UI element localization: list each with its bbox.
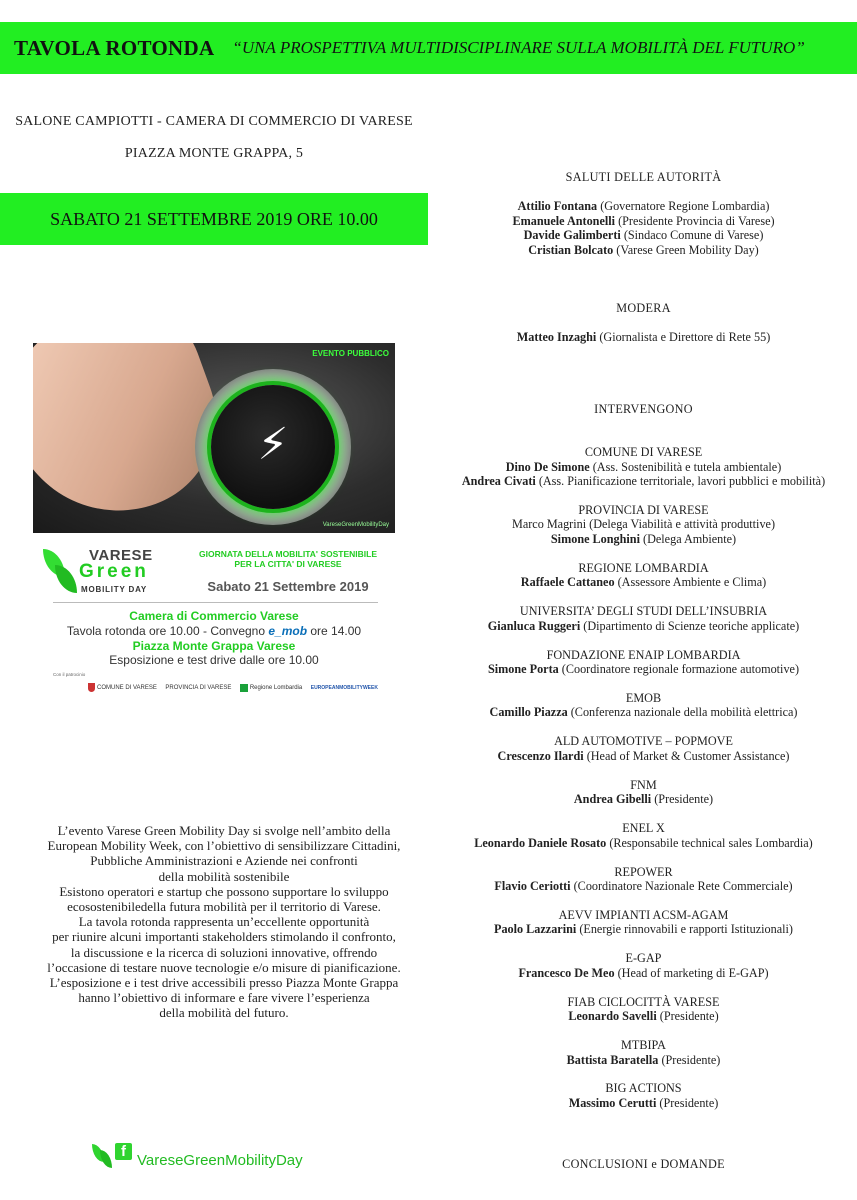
- description-line: European Mobility Week, con l’obiettivo di sensibilizzare Cittadini,: [47, 838, 401, 854]
- description-line: hanno l’obiettivo di informare e fare vivere l’esperienza: [78, 990, 370, 1006]
- charge-button-core: [211, 385, 335, 509]
- ev-plug-icon: ⚡: [257, 419, 289, 470]
- logo-green-text: Green: [79, 561, 149, 582]
- speaker-role: (Presidente): [656, 1009, 719, 1024]
- speaker-line: [430, 1096, 857, 1111]
- speaker-name: Leonardo Savelli: [568, 1009, 657, 1024]
- organization-group: [430, 445, 857, 489]
- speaker-line: [430, 199, 857, 214]
- event-description: [8, 823, 440, 1021]
- speaker-line: [430, 619, 857, 634]
- organization-name: ALD AUTOMOTIVE – POPMOVE: [554, 734, 733, 749]
- speaker-name: Camillo Piazza: [489, 705, 568, 720]
- speaker-role: (Coordinatore regionale formazione automotive): [558, 662, 800, 677]
- organization-group: [430, 734, 857, 763]
- charge-button-image: [195, 369, 351, 525]
- venue-name: SALONE CAMPIOTTI - CAMERA DI COMMERCIO DI VARESE: [15, 114, 413, 129]
- speaker-role: (Presidente): [651, 792, 714, 807]
- description-line: per riunire alcuni importanti stakeholders stimolando il confronto,: [52, 929, 396, 945]
- speaker-name: Crescenzo Ilardi: [497, 748, 584, 763]
- poster-schedule-a: Tavola rotonda ore 10.00 - Convegno: [66, 624, 269, 638]
- venue-address: PIAZZA MONTE GRAPPA, 5: [124, 146, 304, 161]
- poster-photo: [33, 343, 395, 533]
- organization-group: [430, 1038, 857, 1067]
- speakers-list: [430, 445, 857, 1125]
- speaker-role: (Delega Ambiente): [639, 531, 737, 546]
- poster-date: Sabato 21 Settembre 2019: [207, 579, 369, 594]
- event-poster: [33, 343, 395, 708]
- giornata-line1: GIORNATA DELLA MOBILITA' SOSTENIBILE: [199, 549, 377, 559]
- speaker-line: [430, 1009, 857, 1024]
- regione-logo-icon: [240, 684, 248, 692]
- speaker-line: [430, 836, 857, 851]
- moderator: [430, 330, 857, 345]
- poster-divider: [53, 602, 378, 603]
- organization-name: COMUNE DI VARESE: [584, 445, 703, 459]
- saluti-heading: SALUTI DELLE AUTORITÀ: [565, 170, 722, 184]
- poster-social-tag: VareseGreenMobilityDay: [322, 522, 389, 528]
- speaker-name: Gianluca Ruggeri: [487, 618, 581, 633]
- description-line: L’esposizione e i test drive accessibili presso Piazza Monte Grappa: [49, 975, 399, 991]
- sponsor-logos: [88, 683, 378, 692]
- organization-name: REGIONE LOMBARDIA: [578, 560, 709, 575]
- speaker-role: (Varese Green Mobility Day): [613, 242, 759, 257]
- facebook-handle[interactable]: VareseGreenMobilityDay: [137, 1152, 303, 1169]
- sponsor-regione: Regione Lombardia: [240, 684, 302, 692]
- speaker-role: (Presidente): [658, 1052, 721, 1067]
- organization-group: [430, 648, 857, 677]
- giornata-line2: PER LA CITTA' DI VARESE: [234, 559, 342, 569]
- logo-mobility-text: MOBILITY DAY: [81, 585, 148, 594]
- poster-location-2: Piazza Monte Grappa Varese: [132, 639, 296, 653]
- description-line: della mobilità del futuro.: [159, 1005, 289, 1021]
- logo-varese-text: VARESE: [89, 547, 153, 564]
- description-line: La tavola rotonda rappresenta un’eccellente opportunità: [78, 914, 370, 930]
- organization-name: EMOB: [625, 690, 662, 705]
- speaker-name: Attilio Fontana: [517, 199, 598, 213]
- speaker-role: (Head of Market & Customer Assistance): [583, 748, 790, 763]
- sponsor-emw: EUROPEANMOBILITYWEEK: [310, 684, 378, 691]
- speaker-name: Andrea Civati: [461, 474, 536, 488]
- speaker-line: [430, 517, 857, 532]
- organization-name: PROVINCIA DI VARESE: [578, 502, 709, 517]
- speaker-line: [430, 966, 857, 981]
- speaker-line: [430, 214, 857, 229]
- description-line: L’evento Varese Green Mobility Day si svolge nell’ambito della: [57, 823, 391, 838]
- speaker-name: Simone Porta: [487, 662, 559, 677]
- evento-pubblico-tag: EVENTO PUBBLICO: [312, 349, 389, 358]
- title-banner: [0, 22, 857, 74]
- speaker-line: [430, 922, 857, 937]
- organization-name: REPOWER: [614, 864, 673, 879]
- speaker-name: Battista Baratella: [566, 1052, 659, 1067]
- speaker-role: (Ass. Pianificazione territoriale, lavori pubblici e mobilità): [535, 474, 826, 488]
- organization-group: [430, 951, 857, 980]
- organization-group: [430, 778, 857, 807]
- organization-name: MTBIPA: [621, 1038, 666, 1053]
- event-date: SABATO 21 SETTEMBRE 2019 ORE 10.00: [0, 193, 428, 245]
- speaker-line: [430, 792, 857, 807]
- sponsor-comune: COMUNE DI VARESE: [88, 683, 157, 692]
- sponsor-provincia: PROVINCIA DI VARESE: [165, 684, 232, 691]
- organization-name: ENEL X: [622, 821, 665, 836]
- speaker-line: [430, 228, 857, 243]
- speaker-line: [430, 243, 857, 258]
- speaker-line: [430, 575, 857, 590]
- description-line: Esistono operatori e startup che possono supportare lo sviluppo: [59, 883, 389, 899]
- organization-group: [430, 821, 857, 850]
- speaker-name: Massimo Cerutti: [568, 1095, 657, 1110]
- poster-location-1: Camera di Commercio Varese: [129, 609, 299, 623]
- poster-schedule: [33, 624, 395, 638]
- moderator-role: (Giornalista e Direttore di Rete 55): [596, 330, 771, 344]
- speaker-role: (Ass. Sostenibilità e tutela ambientale): [589, 459, 782, 474]
- speaker-role: (Responsabile technical sales Lombardia): [606, 835, 813, 850]
- organization-group: [430, 865, 857, 894]
- organization-name: FNM: [630, 777, 657, 792]
- organization-group: [430, 1081, 857, 1110]
- description-line: ecosostenibiledella futura mobilità per il territorio di Varese.: [67, 899, 381, 915]
- speaker-name: Simone Longhini: [550, 531, 640, 546]
- organization-name: AEVV IMPIANTI ACSM-AGAM: [558, 907, 729, 922]
- speaker-name: Paolo Lazzarini: [494, 922, 577, 937]
- speaker-name: Raffaele Cattaneo: [520, 575, 615, 590]
- speaker-role: (Head of marketing di E-GAP): [614, 965, 769, 980]
- speaker-line: [430, 749, 857, 764]
- speaker-role: (Coordinatore Nazionale Rete Commerciale): [570, 879, 793, 894]
- speaker-role: (Energie rinnovabili e rapporti Istituzionali): [576, 922, 793, 937]
- speaker-name: Cristian Bolcato: [528, 242, 614, 257]
- speaker-role: (Presidente Provincia di Varese): [615, 213, 775, 228]
- speaker-role: (Dipartimento di Scienze teoriche applicate): [580, 618, 800, 633]
- speaker-role: (Conferenza nazionale della mobilità elettrica): [567, 705, 798, 720]
- organization-group: [430, 908, 857, 937]
- saluti-list: [430, 199, 857, 257]
- organization-name: FIAB CICLOCITTÀ VARESE: [567, 994, 720, 1009]
- facebook-icon[interactable]: f: [115, 1143, 132, 1160]
- event-subtitle: “UNA PROSPETTIVA MULTIDISCIPLINARE SULLA MOBILITÀ DEL FUTURO”: [232, 38, 805, 57]
- intervengono-heading: INTERVENGONO: [594, 402, 693, 416]
- speaker-name: Davide Galimberti: [523, 228, 621, 242]
- organization-group: [430, 691, 857, 720]
- organization-group: [430, 604, 857, 633]
- social-footer[interactable]: [92, 1140, 303, 1169]
- speaker-role: Marco Magrini (Delega Viabilità e attività produttive): [511, 517, 776, 532]
- emob-logo: e_mob: [268, 624, 308, 638]
- speaker-line: [430, 532, 857, 547]
- organization-group: [430, 561, 857, 590]
- speaker-line: [430, 474, 857, 489]
- organization-name: FONDAZIONE ENAIP LOMBARDIA: [546, 647, 741, 662]
- poster-schedule-b: ore 14.00: [307, 624, 362, 638]
- speaker-role: (Presidente): [656, 1095, 719, 1110]
- comune-shield-icon: [88, 683, 95, 692]
- patrocinio-label: Con il patrocinio: [53, 672, 86, 677]
- modera-heading: MODERA: [616, 301, 671, 315]
- speaker-role: (Sindaco Comune di Varese): [620, 228, 764, 242]
- speaker-line: [430, 1053, 857, 1068]
- speaker-line: [430, 460, 857, 475]
- speaker-role: (Assessore Ambiente e Clima): [614, 575, 767, 590]
- leaf-icon: [55, 565, 77, 593]
- organization-name: UNIVERSITA’ DEGLI STUDI DELL’INSUBRIA: [519, 604, 768, 619]
- organization-group: [430, 503, 857, 547]
- speaker-name: Francesco De Meo: [518, 965, 615, 980]
- conclusioni: CONCLUSIONI e DOMANDE: [562, 1157, 725, 1171]
- varese-green-logo: [41, 543, 166, 598]
- speaker-role: (Governatore Regione Lombardia): [597, 199, 770, 213]
- organization-group: [430, 995, 857, 1024]
- speaker-name: Leonardo Daniele Rosato: [474, 835, 607, 850]
- event-title: TAVOLA ROTONDA: [14, 35, 215, 60]
- organization-name: BIG ACTIONS: [605, 1081, 682, 1096]
- moderator-name: Matteo Inzaghi: [516, 330, 597, 344]
- description-line: l’occasione di testare nuove tecnologie e/o misure di pianificazione.: [47, 959, 401, 975]
- poster-giornata: [183, 549, 393, 569]
- speaker-line: [430, 662, 857, 677]
- organization-name: E-GAP: [625, 951, 662, 966]
- description-line: della mobilità sostenibile: [158, 868, 290, 884]
- leaf-icon: [92, 1142, 114, 1168]
- speaker-name: Emanuele Antonelli: [512, 213, 616, 228]
- speaker-name: Andrea Gibelli: [573, 792, 652, 807]
- speaker-line: [430, 705, 857, 720]
- speaker-name: Dino De Simone: [505, 459, 590, 474]
- speaker-line: [430, 879, 857, 894]
- description-line: Pubbliche Amministrazioni e Aziende nei confronti: [90, 853, 358, 869]
- poster-exhibition: Esposizione e test drive dalle ore 10.00: [109, 653, 319, 667]
- speaker-name: Flavio Ceriotti: [494, 879, 571, 894]
- description-line: la discussione e la ricerca di soluzioni innovative, offrendo: [70, 944, 378, 960]
